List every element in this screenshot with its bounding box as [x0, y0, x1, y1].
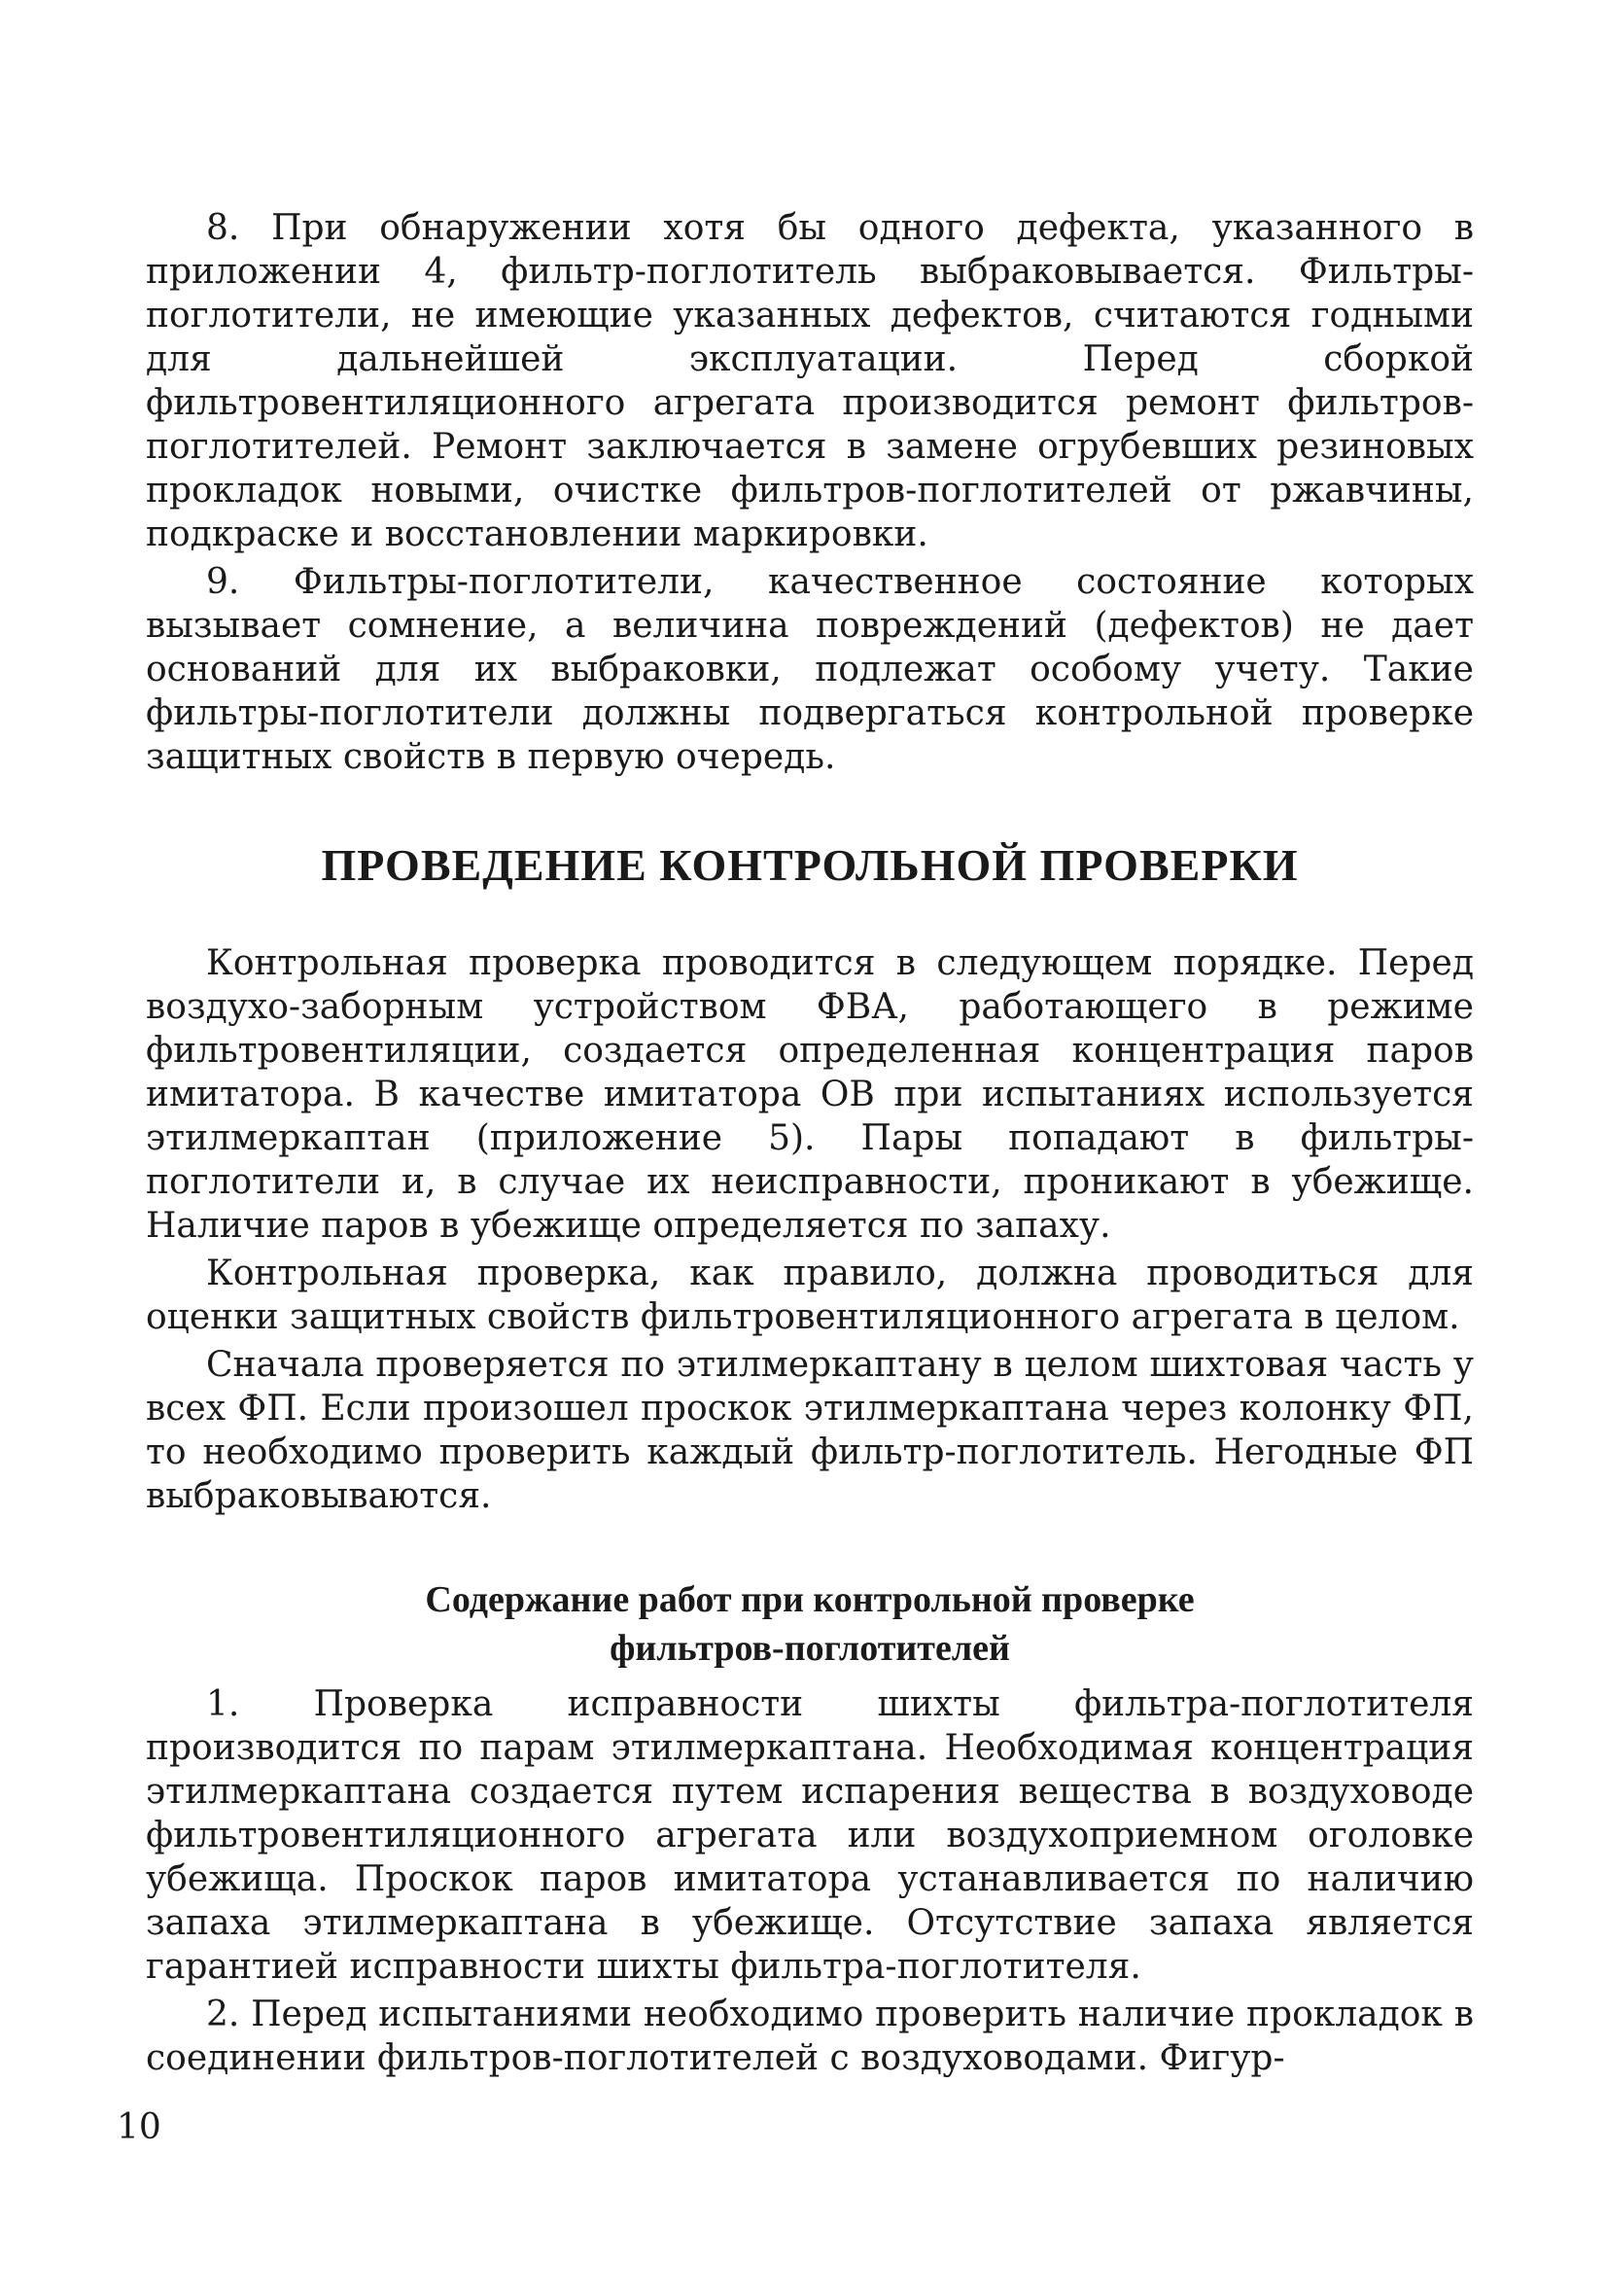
- subsection-heading: [146, 1575, 1474, 1673]
- page-number: 10: [117, 2107, 161, 2147]
- section-heading: ПРОВЕДЕНИЕ КОНТРОЛЬНОЙ ПРОВЕРКИ: [321, 840, 1299, 890]
- paragraph-item-1: 1. Проверка исправности шихты фильтра-поглотителя производится по парам этилмеркаптана. Необходимая концентрация этилмеркаптана создается путем испарения вещества в воздуховоде фильтровентиляционного агрегата или воздухоприемном оголовке убежища. Проскок паров имитатора устанавливается по наличию запаха этилмеркаптана в убежище. Отсутствие запаха является гарантией исправности шихты фильтра-поглотителя.: [146, 1684, 1474, 1987]
- subsection-heading-line2: фильтров-поглотителей: [610, 1628, 1010, 1669]
- paragraph-procedure-order: Контрольная проверка проводится в следующем порядке. Перед воздухо-заборным устройством ФВА, работающего в режиме фильтровентиляции, создается определенная концентрация паров имитатора. В качестве имитатора ОВ при испытаниях используется этилмеркаптан (приложение 5). Пары попадают в фильтры-поглотители и, в случае их неисправности, проникают в убежище. Наличие паров в убежище определяется по запаху.: [146, 943, 1474, 1246]
- subsection-heading-line1: Содержание работ при контрольной проверке: [425, 1579, 1195, 1620]
- section-defects: [146, 206, 1474, 779]
- paragraph-procedure-rule: Контрольная проверка, как правило, должна проводиться для оценки защитных свойств фильтровентиляционного агрегата в целом.: [146, 1254, 1474, 1337]
- paragraph-8: 8. При обнаружении хотя бы одного дефекта, указанного в приложении 4, фильтр-поглотитель выбраковывается. Фильтры-поглотители, не имеющие указанных дефектов, считаются годными для дальнейшей эксплуатации. Перед сборкой фильтровентиляционного агрегата производится ремонт фильтров-поглотителей. Ремонт заключается в замене огрубевших резиновых прокладок новыми, очистке фильтров-поглотителей от ржавчины, подкраске и восстановлении маркировки.: [146, 208, 1474, 554]
- section-procedure: [146, 941, 1474, 1518]
- section-work-contents: [146, 1682, 1474, 2080]
- paragraph-procedure-first: Сначала проверяется по этилмеркаптану в целом шихтовая часть у всех ФП. Если произошел проскок этилмеркаптана через колонку ФП, то необходимо проверить каждый фильтр-поглотитель. Негодные ФП выбраковываются.: [146, 1345, 1474, 1516]
- paragraph-9: 9. Фильтры-поглотители, качественное состояние которых вызывает сомнение, а величина повреждений (дефектов) не дает оснований для их выбраковки, подлежат особому учету. Такие фильтры-поглотители должны подвергаться контрольной проверке защитных свойств в первую очередь.: [146, 562, 1474, 777]
- paragraph-item-2: 2. Перед испытаниями необходимо проверить наличие прокладок в соединении фильтров-поглотителей с воздуховодами. Фигур-: [146, 1995, 1474, 2078]
